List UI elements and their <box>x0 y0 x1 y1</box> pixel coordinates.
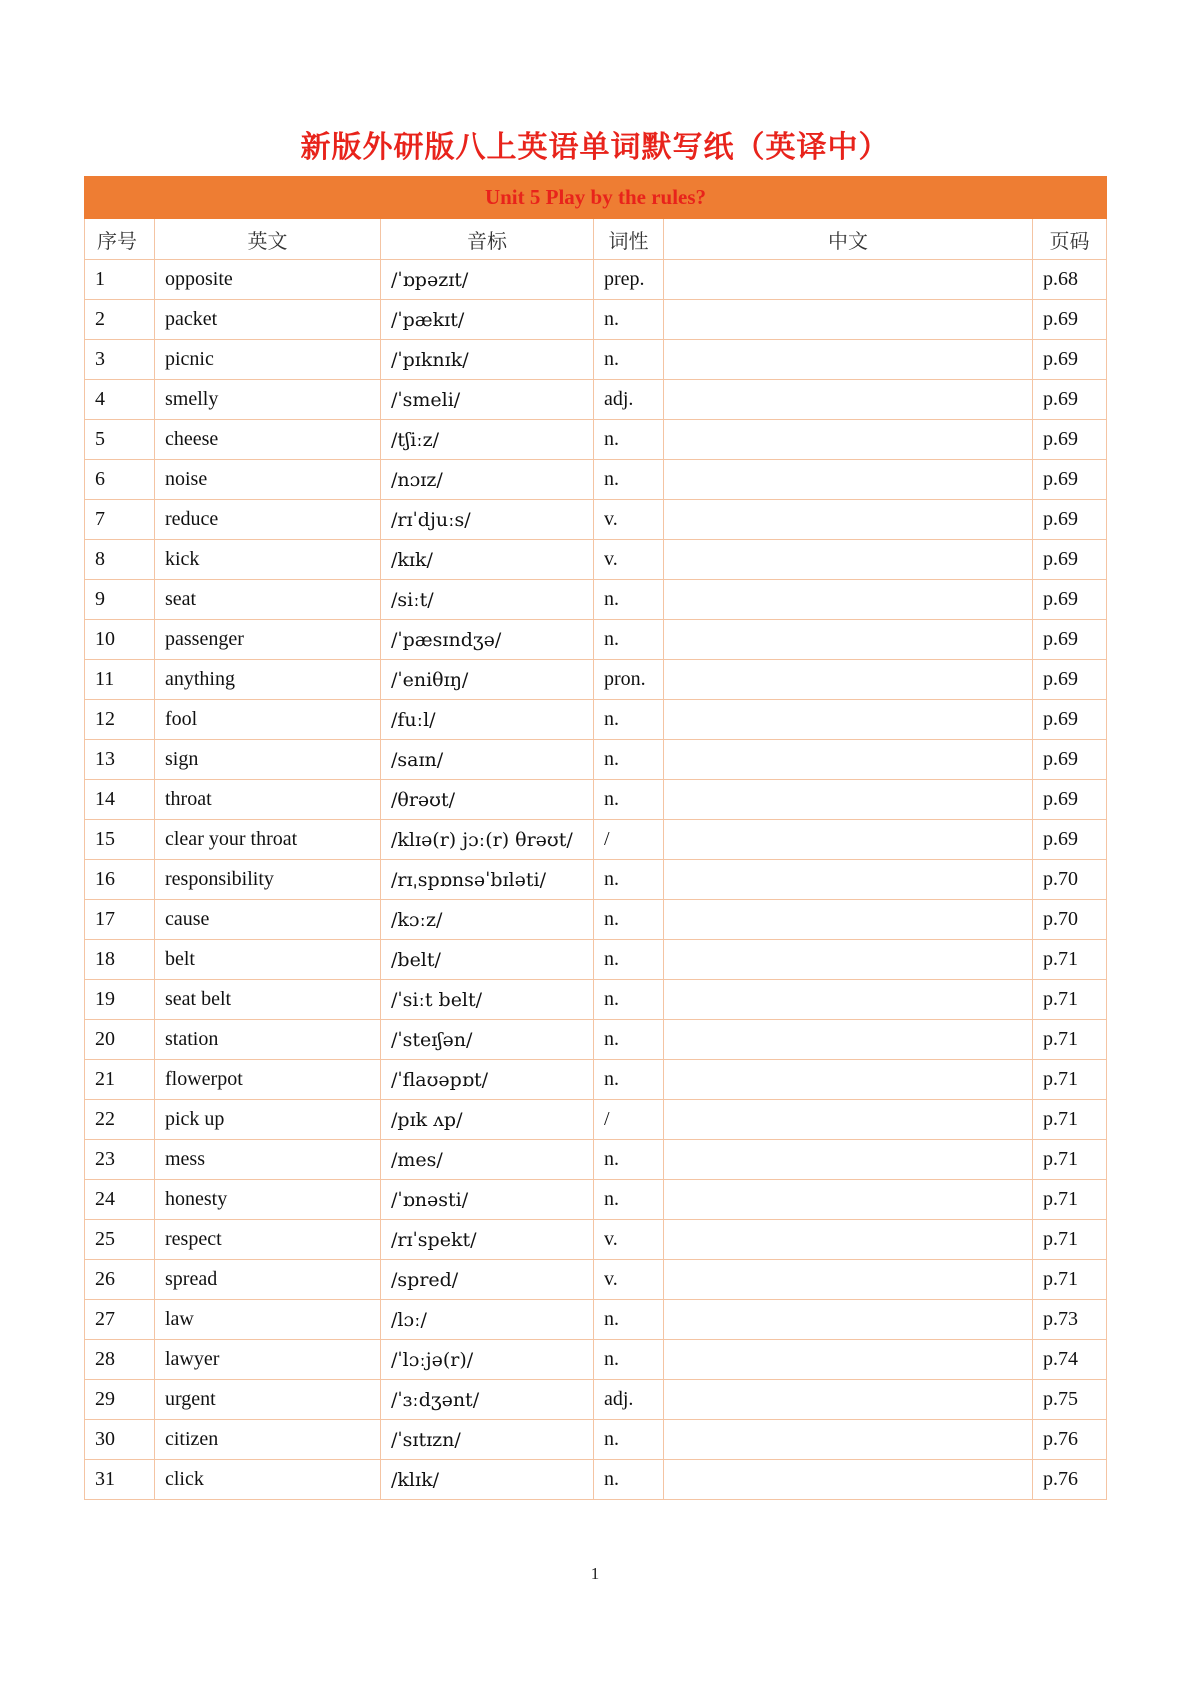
part-of-speech-cell: n. <box>594 340 664 380</box>
row-number-cell: 4 <box>85 380 155 420</box>
page-reference-cell: p.76 <box>1033 1420 1107 1460</box>
phonetic-cell: /belt/ <box>381 940 594 980</box>
page-reference-cell: p.69 <box>1033 500 1107 540</box>
part-of-speech-cell: pron. <box>594 660 664 700</box>
page-reference-cell: p.69 <box>1033 380 1107 420</box>
english-word-cell: respect <box>155 1220 381 1260</box>
row-number-cell: 29 <box>85 1380 155 1420</box>
part-of-speech-cell: / <box>594 820 664 860</box>
chinese-answer-cell[interactable] <box>664 860 1033 900</box>
chinese-answer-cell[interactable] <box>664 1220 1033 1260</box>
table-row <box>85 660 1107 700</box>
part-of-speech-cell: v. <box>594 500 664 540</box>
chinese-answer-cell[interactable] <box>664 500 1033 540</box>
phonetic-cell: /ˈɒnəsti/ <box>381 1180 594 1220</box>
english-word-cell: click <box>155 1460 381 1500</box>
unit-header-row <box>85 177 1107 219</box>
page-reference-cell: p.70 <box>1033 900 1107 940</box>
page-reference-cell: p.71 <box>1033 940 1107 980</box>
row-number-cell: 27 <box>85 1300 155 1340</box>
english-word-cell: mess <box>155 1140 381 1180</box>
english-word-cell: anything <box>155 660 381 700</box>
phonetic-cell: /ˈɜːdʒənt/ <box>381 1380 594 1420</box>
unit-title: Unit 5 Play by the rules? <box>85 177 1107 219</box>
page-reference-cell: p.69 <box>1033 740 1107 780</box>
phonetic-cell: /klɪk/ <box>381 1460 594 1500</box>
part-of-speech-cell: adj. <box>594 1380 664 1420</box>
phonetic-cell: /ˈsteɪʃən/ <box>381 1020 594 1060</box>
table-row <box>85 1340 1107 1380</box>
chinese-answer-cell[interactable] <box>664 1020 1033 1060</box>
chinese-answer-cell[interactable] <box>664 260 1033 300</box>
table-row <box>85 740 1107 780</box>
chinese-answer-cell[interactable] <box>664 460 1033 500</box>
chinese-answer-cell[interactable] <box>664 340 1033 380</box>
phonetic-cell: /siːt/ <box>381 580 594 620</box>
page-reference-cell: p.71 <box>1033 1220 1107 1260</box>
row-number-cell: 10 <box>85 620 155 660</box>
page-reference-cell: p.71 <box>1033 980 1107 1020</box>
chinese-answer-cell[interactable] <box>664 940 1033 980</box>
chinese-answer-cell[interactable] <box>664 1140 1033 1180</box>
table-row <box>85 1420 1107 1460</box>
part-of-speech-cell: n. <box>594 1140 664 1180</box>
english-word-cell: station <box>155 1020 381 1060</box>
page-reference-cell: p.69 <box>1033 460 1107 500</box>
table-row <box>85 1020 1107 1060</box>
part-of-speech-cell: n. <box>594 900 664 940</box>
table-row <box>85 340 1107 380</box>
table-row <box>85 1100 1107 1140</box>
table-row <box>85 620 1107 660</box>
english-word-cell: clear your throat <box>155 820 381 860</box>
column-header-english: 英文 <box>155 219 381 260</box>
table-row <box>85 700 1107 740</box>
row-number-cell: 14 <box>85 780 155 820</box>
phonetic-cell: /ˈpækɪt/ <box>381 300 594 340</box>
english-word-cell: reduce <box>155 500 381 540</box>
table-row <box>85 940 1107 980</box>
phonetic-cell: /rɪˈspekt/ <box>381 1220 594 1260</box>
chinese-answer-cell[interactable] <box>664 1460 1033 1500</box>
phonetic-cell: /ˈɒpəzɪt/ <box>381 260 594 300</box>
english-word-cell: cheese <box>155 420 381 460</box>
part-of-speech-cell: n. <box>594 1460 664 1500</box>
page-reference-cell: p.69 <box>1033 780 1107 820</box>
chinese-answer-cell[interactable] <box>664 620 1033 660</box>
column-header-phonetic: 音标 <box>381 219 594 260</box>
phonetic-cell: /ˈflaʊəpɒt/ <box>381 1060 594 1100</box>
column-header-chinese: 中文 <box>664 219 1033 260</box>
row-number-cell: 16 <box>85 860 155 900</box>
table-row <box>85 260 1107 300</box>
english-word-cell: throat <box>155 780 381 820</box>
chinese-answer-cell[interactable] <box>664 1300 1033 1340</box>
part-of-speech-cell: n. <box>594 460 664 500</box>
page-reference-cell: p.71 <box>1033 1140 1107 1180</box>
chinese-answer-cell[interactable] <box>664 540 1033 580</box>
table-row <box>85 1220 1107 1260</box>
page-reference-cell: p.74 <box>1033 1340 1107 1380</box>
row-number-cell: 31 <box>85 1460 155 1500</box>
english-word-cell: passenger <box>155 620 381 660</box>
phonetic-cell: /lɔː/ <box>381 1300 594 1340</box>
part-of-speech-cell: prep. <box>594 260 664 300</box>
table-row <box>85 540 1107 580</box>
phonetic-cell: /ˈpæsɪndʒə/ <box>381 620 594 660</box>
phonetic-cell: /ˈeniθɪŋ/ <box>381 660 594 700</box>
english-word-cell: packet <box>155 300 381 340</box>
part-of-speech-cell: n. <box>594 940 664 980</box>
phonetic-cell: /mes/ <box>381 1140 594 1180</box>
chinese-answer-cell[interactable] <box>664 1380 1033 1420</box>
row-number-cell: 7 <box>85 500 155 540</box>
part-of-speech-cell: n. <box>594 1060 664 1100</box>
row-number-cell: 21 <box>85 1060 155 1100</box>
table-row <box>85 1140 1107 1180</box>
row-number-cell: 13 <box>85 740 155 780</box>
page-reference-cell: p.69 <box>1033 620 1107 660</box>
table-row <box>85 380 1107 420</box>
phonetic-cell: /θrəʊt/ <box>381 780 594 820</box>
chinese-answer-cell[interactable] <box>664 700 1033 740</box>
table-row <box>85 300 1107 340</box>
page-reference-cell: p.69 <box>1033 340 1107 380</box>
english-word-cell: spread <box>155 1260 381 1300</box>
chinese-answer-cell[interactable] <box>664 1260 1033 1300</box>
row-number-cell: 8 <box>85 540 155 580</box>
part-of-speech-cell: n. <box>594 1020 664 1060</box>
row-number-cell: 12 <box>85 700 155 740</box>
table-row <box>85 900 1107 940</box>
column-header-page: 页码 <box>1033 219 1107 260</box>
english-word-cell: noise <box>155 460 381 500</box>
row-number-cell: 30 <box>85 1420 155 1460</box>
table-row <box>85 1380 1107 1420</box>
english-word-cell: law <box>155 1300 381 1340</box>
chinese-answer-cell[interactable] <box>664 380 1033 420</box>
english-word-cell: belt <box>155 940 381 980</box>
phonetic-cell: /tʃiːz/ <box>381 420 594 460</box>
part-of-speech-cell: n. <box>594 1180 664 1220</box>
chinese-answer-cell[interactable] <box>664 820 1033 860</box>
page-reference-cell: p.76 <box>1033 1460 1107 1500</box>
english-word-cell: sign <box>155 740 381 780</box>
part-of-speech-cell: n. <box>594 1300 664 1340</box>
part-of-speech-cell: n. <box>594 860 664 900</box>
chinese-answer-cell[interactable] <box>664 1060 1033 1100</box>
row-number-cell: 28 <box>85 1340 155 1380</box>
column-header-number: 序号 <box>85 219 155 260</box>
chinese-answer-cell[interactable] <box>664 1420 1033 1460</box>
part-of-speech-cell: n. <box>594 780 664 820</box>
row-number-cell: 17 <box>85 900 155 940</box>
table-row <box>85 1260 1107 1300</box>
column-header-row <box>85 219 1107 260</box>
row-number-cell: 26 <box>85 1260 155 1300</box>
phonetic-cell: /nɔɪz/ <box>381 460 594 500</box>
part-of-speech-cell: n. <box>594 1420 664 1460</box>
chinese-answer-cell[interactable] <box>664 660 1033 700</box>
page-reference-cell: p.71 <box>1033 1100 1107 1140</box>
chinese-answer-cell[interactable] <box>664 740 1033 780</box>
part-of-speech-cell: n. <box>594 1340 664 1380</box>
english-word-cell: cause <box>155 900 381 940</box>
english-word-cell: citizen <box>155 1420 381 1460</box>
row-number-cell: 22 <box>85 1100 155 1140</box>
row-number-cell: 25 <box>85 1220 155 1260</box>
table-row <box>85 420 1107 460</box>
chinese-answer-cell[interactable] <box>664 980 1033 1020</box>
row-number-cell: 24 <box>85 1180 155 1220</box>
part-of-speech-cell: n. <box>594 420 664 460</box>
table-row <box>85 980 1107 1020</box>
part-of-speech-cell: n. <box>594 700 664 740</box>
part-of-speech-cell: n. <box>594 740 664 780</box>
phonetic-cell: /rɪˈdjuːs/ <box>381 500 594 540</box>
chinese-answer-cell[interactable] <box>664 580 1033 620</box>
table-row <box>85 820 1107 860</box>
table-row <box>85 460 1107 500</box>
page-reference-cell: p.70 <box>1033 860 1107 900</box>
chinese-answer-cell[interactable] <box>664 420 1033 460</box>
phonetic-cell: /klɪə(r) jɔː(r) θrəʊt/ <box>381 820 594 860</box>
table-row <box>85 1300 1107 1340</box>
english-word-cell: seat <box>155 580 381 620</box>
row-number-cell: 15 <box>85 820 155 860</box>
page-number: 1 <box>590 1564 600 1583</box>
phonetic-cell: /kɪk/ <box>381 540 594 580</box>
table-row <box>85 860 1107 900</box>
page-reference-cell: p.69 <box>1033 820 1107 860</box>
english-word-cell: flowerpot <box>155 1060 381 1100</box>
chinese-answer-cell[interactable] <box>664 300 1033 340</box>
phonetic-cell: /saɪn/ <box>381 740 594 780</box>
row-number-cell: 18 <box>85 940 155 980</box>
part-of-speech-cell: / <box>594 1100 664 1140</box>
row-number-cell: 2 <box>85 300 155 340</box>
part-of-speech-cell: n. <box>594 620 664 660</box>
chinese-answer-cell[interactable] <box>664 780 1033 820</box>
english-word-cell: fool <box>155 700 381 740</box>
phonetic-cell: /rɪˌspɒnsəˈbɪləti/ <box>381 860 594 900</box>
row-number-cell: 20 <box>85 1020 155 1060</box>
chinese-answer-cell[interactable] <box>664 1340 1033 1380</box>
page-reference-cell: p.69 <box>1033 540 1107 580</box>
chinese-answer-cell[interactable] <box>664 1180 1033 1220</box>
table-row <box>85 1060 1107 1100</box>
chinese-answer-cell[interactable] <box>664 900 1033 940</box>
row-number-cell: 19 <box>85 980 155 1020</box>
page-reference-cell: p.69 <box>1033 660 1107 700</box>
page-reference-cell: p.73 <box>1033 1300 1107 1340</box>
row-number-cell: 1 <box>85 260 155 300</box>
english-word-cell: kick <box>155 540 381 580</box>
vocabulary-table <box>84 176 1107 1500</box>
part-of-speech-cell: n. <box>594 300 664 340</box>
english-word-cell: smelly <box>155 380 381 420</box>
page-reference-cell: p.68 <box>1033 260 1107 300</box>
page-reference-cell: p.71 <box>1033 1020 1107 1060</box>
page-reference-cell: p.69 <box>1033 700 1107 740</box>
english-word-cell: responsibility <box>155 860 381 900</box>
phonetic-cell: /ˈsiːt belt/ <box>381 980 594 1020</box>
english-word-cell: seat belt <box>155 980 381 1020</box>
page-reference-cell: p.69 <box>1033 580 1107 620</box>
chinese-answer-cell[interactable] <box>664 1100 1033 1140</box>
page-reference-cell: p.69 <box>1033 420 1107 460</box>
row-number-cell: 23 <box>85 1140 155 1180</box>
phonetic-cell: /fuːl/ <box>381 700 594 740</box>
column-header-part-of-speech: 词性 <box>594 219 664 260</box>
english-word-cell: honesty <box>155 1180 381 1220</box>
row-number-cell: 5 <box>85 420 155 460</box>
phonetic-cell: /ˈpɪknɪk/ <box>381 340 594 380</box>
row-number-cell: 3 <box>85 340 155 380</box>
phonetic-cell: /kɔːz/ <box>381 900 594 940</box>
row-number-cell: 9 <box>85 580 155 620</box>
english-word-cell: pick up <box>155 1100 381 1140</box>
page-reference-cell: p.71 <box>1033 1260 1107 1300</box>
table-row <box>85 1460 1107 1500</box>
part-of-speech-cell: adj. <box>594 380 664 420</box>
document-title: 新版外研版八上英语单词默写纸（英译中） <box>300 130 890 165</box>
page-reference-cell: p.71 <box>1033 1180 1107 1220</box>
page-reference-cell: p.75 <box>1033 1380 1107 1420</box>
english-word-cell: picnic <box>155 340 381 380</box>
table-row <box>85 580 1107 620</box>
table-row <box>85 1180 1107 1220</box>
page-reference-cell: p.71 <box>1033 1060 1107 1100</box>
part-of-speech-cell: n. <box>594 980 664 1020</box>
phonetic-cell: /ˈsɪtɪzn/ <box>381 1420 594 1460</box>
table-row <box>85 780 1107 820</box>
phonetic-cell: /ˈlɔːjə(r)/ <box>381 1340 594 1380</box>
english-word-cell: opposite <box>155 260 381 300</box>
phonetic-cell: /ˈsmeli/ <box>381 380 594 420</box>
english-word-cell: lawyer <box>155 1340 381 1380</box>
part-of-speech-cell: v. <box>594 540 664 580</box>
table-row <box>85 500 1107 540</box>
page-reference-cell: p.69 <box>1033 300 1107 340</box>
part-of-speech-cell: v. <box>594 1260 664 1300</box>
part-of-speech-cell: n. <box>594 580 664 620</box>
part-of-speech-cell: v. <box>594 1220 664 1260</box>
english-word-cell: urgent <box>155 1380 381 1420</box>
row-number-cell: 6 <box>85 460 155 500</box>
phonetic-cell: /spred/ <box>381 1260 594 1300</box>
phonetic-cell: /pɪk ʌp/ <box>381 1100 594 1140</box>
row-number-cell: 11 <box>85 660 155 700</box>
